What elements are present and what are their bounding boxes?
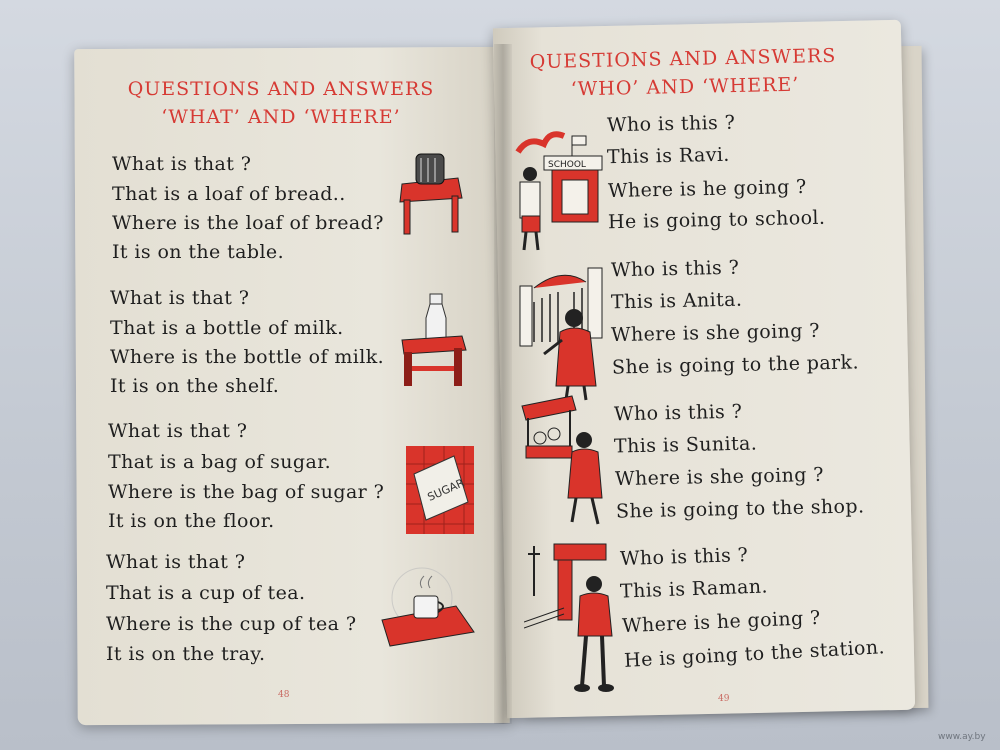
left-title-line2: ‘WHAT’ AND ‘WHERE’ [161,106,401,128]
right-s3-l2: This is Sunita. [613,432,758,458]
anita-going-to-park-illustration [516,262,608,402]
right-s1-l4: He is going to school. [607,206,826,234]
sugar-bag-illustration [404,444,476,536]
right-s3-l1: Who is this ? [613,400,743,426]
right-s3-l3: Where is she going ? [614,463,825,491]
left-s1-l2: That is a loaf of bread.. [112,183,346,205]
right-s3-l4: She is going to the shop. [615,495,865,523]
right-s4-l3: Where is he going ? [621,606,822,638]
milk-bottle-on-shelf-illustration [400,292,470,390]
left-s2-l1: What is that ? [110,287,250,309]
school-sign: SCHOOL [548,160,586,170]
left-s2-l4: It is on the shelf. [110,375,280,397]
right-title-line1: QUESTIONS AND ANSWERS [529,44,837,74]
sugar-label: SUGAR [425,476,467,504]
right-page-number: 49 [718,694,730,704]
sunita-going-to-shop-illustration [518,394,608,530]
right-s2-l3: Where is she going ? [610,319,821,347]
left-s2-l2: That is a bottle of milk. [110,317,344,339]
left-s1-l4: It is on the table. [112,241,285,263]
ravi-going-to-school-illustration [514,116,604,254]
left-title-line1: QUESTIONS AND ANSWERS [127,78,435,100]
left-s3-l3: Where is the bag of sugar ? [108,481,385,503]
right-s2-l4: She is going to the park. [611,351,860,379]
right-s4-l4: He is going to the station. [623,636,886,672]
right-s1-l2: This is Ravi. [606,143,730,169]
left-page-number: 48 [278,690,290,700]
right-s4-l2: This is Raman. [619,575,769,603]
right-s4-l1: Who is this ? [619,543,749,571]
left-s1-l3: Where is the loaf of bread? [112,212,384,234]
right-s1-l3: Where is he going ? [607,175,807,203]
left-s3-l1: What is that ? [108,420,248,442]
left-s3-l4: It is on the floor. [108,510,275,532]
bread-on-table-illustration [396,148,466,238]
left-s4-l4: It is on the tray. [106,643,266,665]
tea-cup-on-tray-illustration [378,566,476,650]
left-s3-l2: That is a bag of sugar. [108,451,332,473]
book-gutter [494,44,512,724]
left-s4-l3: Where is the cup of tea ? [106,613,357,635]
left-s4-l2: That is a cup of tea. [106,582,306,604]
right-s2-l1: Who is this ? [610,256,740,282]
left-s4-l1: What is that ? [106,551,246,573]
raman-going-to-station-illustration [524,536,620,696]
left-s1-l1: What is that ? [112,153,252,175]
watermark-text: www.ay.by [938,732,986,742]
right-s2-l2: This is Anita. [610,288,743,314]
left-s2-l3: Where is the bottle of milk. [110,346,385,368]
right-s1-l1: Who is this ? [606,111,736,137]
right-title-line2: ‘WHO’ AND ‘WHERE’ [570,73,800,101]
